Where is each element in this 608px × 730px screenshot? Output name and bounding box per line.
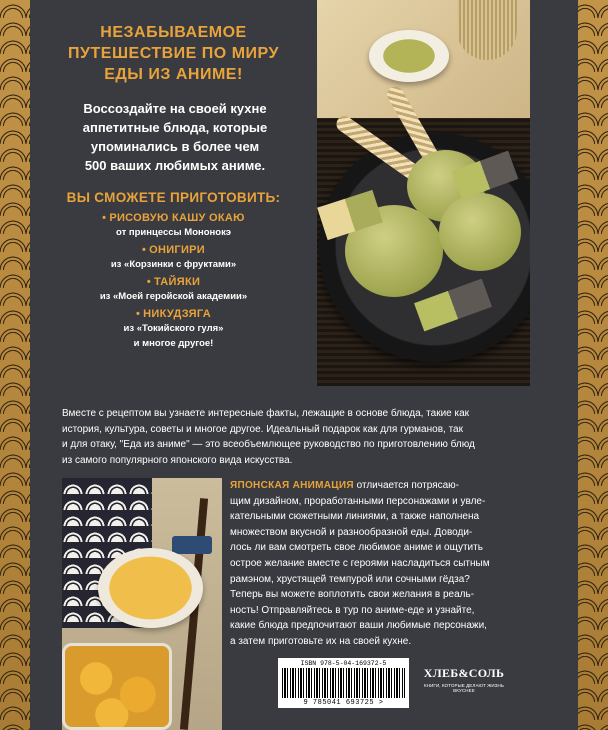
bullet-icon: • — [141, 244, 147, 256]
intro-line: 500 ваших любимых аниме. — [84, 158, 266, 173]
cover-title — [30, 22, 317, 85]
pickle-bowl — [98, 548, 203, 628]
matcha-cup — [369, 30, 449, 82]
anime-highlight: ЯПОНСКАЯ АНИМАЦИЯ — [230, 480, 354, 491]
anime-line: кательными сюжетными линиями, а также наполнена — [230, 511, 480, 523]
barcode-number: 9 785041 693725 > — [303, 699, 384, 707]
recipes-heading: ВЫ СМОЖЕТЕ ПРИГОТОВИТЬ: — [66, 190, 281, 205]
pickles-photo — [62, 478, 222, 730]
anime-paragraph — [230, 478, 530, 650]
anime-line: лось ли вам смотреть свое любимое аниме и ощутить — [230, 542, 483, 554]
anime-line: а затем приготовьте их на своей кухне. — [230, 635, 412, 647]
recipe-name: ТАЙЯКИ — [153, 276, 201, 288]
publisher-slogan: КНИГИ, КОТОРЫЕ ДЕЛАЮТ ЖИЗНЬ ВКУСНЕЕ — [424, 683, 504, 693]
barcode-bars — [282, 668, 405, 698]
barcode — [278, 658, 409, 708]
recipe-item — [30, 211, 317, 239]
intro-line: упоминались в более чем — [90, 139, 260, 154]
description-paragraph — [62, 406, 532, 468]
bullet-icon: • — [146, 276, 151, 288]
recipe-source: от принцессы Мононокэ — [116, 227, 231, 238]
recipe-name: ОНИГИРИ — [149, 244, 206, 256]
description-line: Вместе с рецептом вы узнаете интересные факты, лежащие в основе блюда, такие как — [62, 408, 470, 419]
intro-text — [40, 99, 310, 175]
publisher-name: ХЛЕБ&СОЛЬ — [423, 666, 505, 680]
recipe-item — [30, 275, 317, 303]
recipe-item — [30, 307, 317, 335]
anime-line: щим дизайном, проработанными персонажами и увле- — [230, 495, 486, 507]
anime-line: ЯПОНСКАЯ АНИМАЦИЯ отличается потрясаю- — [230, 480, 460, 491]
anime-line: множеством вкусной и разнообразной еды. Доводи- — [230, 526, 473, 538]
isbn-label: ISBN 978-5-04-169372-5 — [300, 660, 387, 667]
description-line: и для отаку, "Еда из аниме" — это всеобъемлющее руководство по приготовлению блюд — [62, 439, 475, 450]
matcha-ice-cream — [439, 193, 521, 271]
bamboo-whisk — [457, 0, 517, 60]
anime-line: рамэном, хрустящей темпурой или сочными гёдза? — [230, 573, 470, 585]
title-line: ПУТЕШЕСТВИЕ ПО МИРУ — [68, 45, 279, 62]
bullet-icon: • — [136, 308, 141, 320]
title-line: НЕЗАБЫВАЕМОЕ — [100, 24, 247, 41]
anime-line: ность! Отправляйтесь в тур по аниме-еде и узнайте, — [230, 604, 475, 616]
pickle-container — [62, 643, 172, 730]
anime-line: Теперь вы можете воплотить свои желания в реаль- — [230, 589, 475, 601]
matcha-dessert-photo — [317, 0, 530, 386]
description-line: история, культура, советы и многое другое. Идеальный подарок как для гурманов, так — [62, 423, 463, 435]
intro-line: Воссоздайте на своей кухне — [83, 101, 267, 116]
recipe-source: из «Моей геройской академии» — [99, 291, 248, 302]
recipe-name: НИКУДЗЯГА — [143, 308, 211, 320]
recipe-item — [30, 243, 317, 271]
chopstick-rest — [172, 536, 212, 554]
recipe-source: из «Токийского гуля» — [123, 323, 224, 334]
title-line: ЕДЫ ИЗ АНИМЕ! — [104, 66, 243, 83]
more-text: и многое другое! — [133, 338, 214, 349]
publisher-logo — [418, 666, 510, 693]
recipe-source: из «Корзинки с фруктами» — [110, 259, 237, 270]
recipe-list — [30, 211, 317, 350]
recipe-name: РИСОВУЮ КАШУ ОКАЮ — [109, 212, 245, 224]
description-line: из самого популярного японского вида искусства. — [62, 454, 293, 466]
bullet-icon: • — [102, 212, 107, 224]
anime-line: острое желание вместе с героями насладиться сытным — [230, 557, 490, 569]
wooden-tray — [317, 0, 530, 118]
anime-line: какие блюда предпочитают ваши любимые персонажи, — [230, 620, 487, 632]
intro-line: аппетитные блюда, которые — [82, 120, 268, 135]
